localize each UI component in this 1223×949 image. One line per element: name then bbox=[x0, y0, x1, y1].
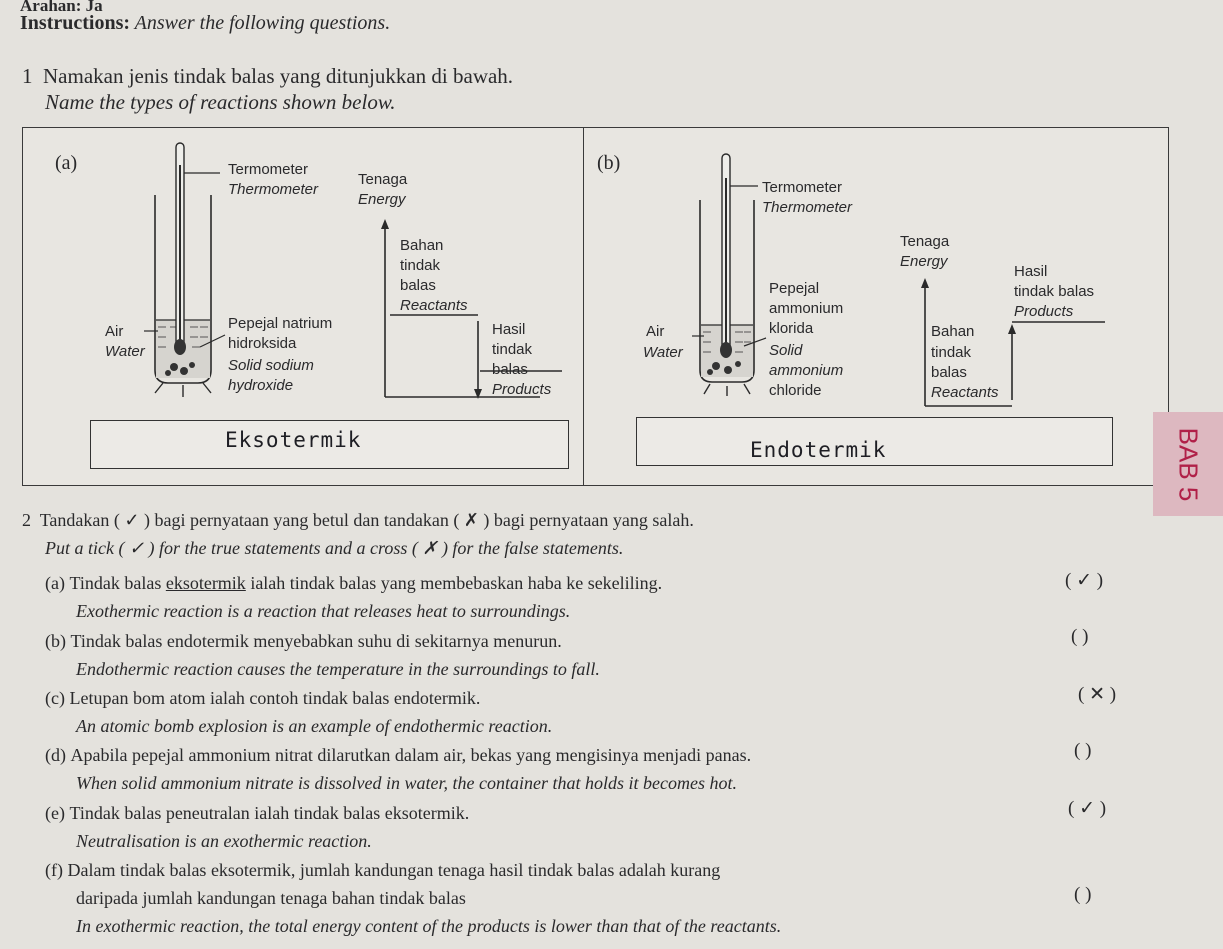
statement-f-malay-2: daripada jumlah kandungan tenaga bahan tindak balas bbox=[76, 888, 466, 908]
figure-b-label: (b) bbox=[597, 152, 621, 174]
thermometer-b bbox=[720, 154, 732, 358]
question-2-english: Put a tick ( ✓ ) for the true statements and a cross ( ✗ ) for the false statements. bbox=[45, 538, 624, 558]
statement-b-answer-box[interactable]: ( ) bbox=[1071, 626, 1089, 647]
figure-b-solid-label-en-3: chloride bbox=[769, 382, 822, 399]
figure-a-reactants-label-3: balas bbox=[400, 277, 436, 294]
figure-b-energy-label: Tenaga bbox=[900, 233, 950, 250]
figure-b-energy-label-en: Energy bbox=[900, 253, 948, 270]
question-2-malay bbox=[22, 510, 694, 531]
figure-a-energy-label-en: Energy bbox=[358, 191, 406, 208]
figure-b-reactants-label-3: balas bbox=[931, 364, 967, 381]
figure-b-products-label-1: Hasil bbox=[1014, 263, 1048, 280]
instructions-label: Instructions: bbox=[20, 12, 131, 34]
statement-f-english: In exothermic reaction, the total energy content of the products is lower than that of the reactants. bbox=[76, 916, 782, 936]
figure-b-solid-label-en-2: ammonium bbox=[769, 362, 844, 379]
question-2-number: 2 bbox=[22, 510, 31, 530]
figure-b-solid-label-3: klorida bbox=[769, 320, 814, 337]
figure-a-energy-label: Tenaga bbox=[358, 171, 408, 188]
figure-a-solid-label-1: Pepejal natrium bbox=[228, 315, 333, 332]
figure-a-reactants-label-en: Reactants bbox=[400, 297, 468, 314]
figure-a-water-label: Air bbox=[105, 323, 124, 340]
statement-e-english: Neutralisation is an exothermic reaction. bbox=[76, 831, 372, 851]
figure-b-products-label-en: Products bbox=[1014, 303, 1074, 320]
figure-a-solid-label-2: hidroksida bbox=[228, 335, 297, 352]
statement-e-malay: (e) Tindak balas peneutralan ialah tindak balas eksotermik. bbox=[45, 803, 470, 823]
figure-a-products-label-2: tindak bbox=[492, 341, 533, 358]
figure-a-products-label-1: Hasil bbox=[492, 321, 526, 338]
figure-b-reactants-label-1: Bahan bbox=[931, 323, 975, 340]
figure-a-label: (a) bbox=[55, 152, 78, 174]
statement-e-answer-box[interactable]: ( ✓ ) bbox=[1068, 798, 1107, 819]
figure-b-products-label-2: tindak balas bbox=[1014, 283, 1095, 300]
statement-c-english: An atomic bomb explosion is an example of endothermic reaction. bbox=[76, 716, 553, 736]
figure-b-reactants-label-en: Reactants bbox=[931, 384, 999, 401]
question-1-number: 1 bbox=[22, 64, 33, 88]
statement-c-answer-box[interactable]: ( ✕ ) bbox=[1078, 684, 1117, 705]
figure-a-solid-label-en-2: hydroxide bbox=[228, 377, 294, 394]
figure-a-products-label-en: Products bbox=[492, 381, 552, 398]
statement-d-english: When solid ammonium nitrate is dissolved in water, the container that holds it becomes hot. bbox=[76, 773, 737, 793]
statement-a-answer-box[interactable]: ( ✓ ) bbox=[1065, 570, 1104, 591]
figure-a-reactants-label-1: Bahan bbox=[400, 237, 444, 254]
statement-d-malay: (d) Apabila pepejal ammonium nitrat dilarutkan dalam air, bekas yang mengisinya menjadi panas. bbox=[45, 745, 752, 765]
figure-a-thermometer-label: Termometer bbox=[228, 161, 309, 178]
figure-b-solid-label-1: Pepejal bbox=[769, 280, 820, 297]
statement-f-answer-box[interactable]: ( ) bbox=[1074, 884, 1092, 905]
figure-b-diagram bbox=[640, 150, 1120, 412]
statement-f-malay: (f) Dalam tindak balas eksotermik, jumlah kandungan tenaga hasil tindak balas adalah kurang bbox=[45, 860, 721, 880]
heat-out-arrows-a bbox=[155, 383, 211, 397]
figure-b-answer: Endotermik bbox=[750, 438, 887, 462]
instructions-heading bbox=[20, 12, 390, 35]
chapter-tab-label: BAB 5 bbox=[1173, 427, 1204, 501]
question-1-malay-text: Namakan jenis tindak balas yang ditunjukkan di bawah. bbox=[43, 64, 514, 88]
figure-divider bbox=[583, 127, 584, 485]
statement-d-answer-box[interactable]: ( ) bbox=[1074, 740, 1092, 761]
figure-b-water-label-en: Water bbox=[643, 344, 683, 361]
statement-a-malay: (a) Tindak balas eksotermik ialah tindak balas yang membebaskan haba ke sekeliling. bbox=[45, 573, 663, 593]
figure-a-answer: Eksotermik bbox=[225, 428, 362, 452]
figure-a-reactants-label-2: tindak bbox=[400, 257, 441, 274]
figure-a-solid-label-en-1: Solid sodium bbox=[228, 357, 314, 374]
statement-b-malay: (b) Tindak balas endotermik menyebabkan suhu di sekitarnya menurun. bbox=[45, 631, 562, 651]
question-1-malay bbox=[22, 64, 513, 89]
figure-b-solid-label-2: ammonium bbox=[769, 300, 844, 317]
question-1-english: Name the types of reactions shown below. bbox=[45, 90, 396, 114]
figure-b-thermometer-label: Termometer bbox=[762, 179, 843, 196]
figure-b-water-label: Air bbox=[646, 323, 665, 340]
figure-a-products-label-3: balas bbox=[492, 361, 528, 378]
thermometer-a bbox=[174, 143, 186, 355]
question-2-malay-text: Tandakan ( ✓ ) bagi pernyataan yang betul dan tandakan ( ✗ ) bagi pernyataan yang salah. bbox=[39, 510, 694, 530]
instructions-text: Answer the following questions. bbox=[130, 12, 391, 34]
statement-b-english: Endothermic reaction causes the temperature in the surroundings to fall. bbox=[76, 659, 600, 679]
figure-b-solid-label-en-1: Solid bbox=[769, 342, 803, 359]
figure-b-reactants-label-2: tindak bbox=[931, 344, 972, 361]
figure-a-water-label-en: Water bbox=[105, 343, 145, 360]
figure-a-thermometer-label-en: Thermometer bbox=[228, 181, 319, 198]
figure-b-thermometer-label-en: Thermometer bbox=[762, 199, 853, 216]
instructions-malay-heading: Arahan: Ja bbox=[20, 0, 103, 15]
statement-c-malay: (c) Letupan bom atom ialah contoh tindak balas endotermik. bbox=[45, 688, 481, 708]
heat-in-arrows-b bbox=[704, 384, 750, 396]
statement-a-english: Exothermic reaction is a reaction that releases heat to surroundings. bbox=[76, 601, 571, 621]
